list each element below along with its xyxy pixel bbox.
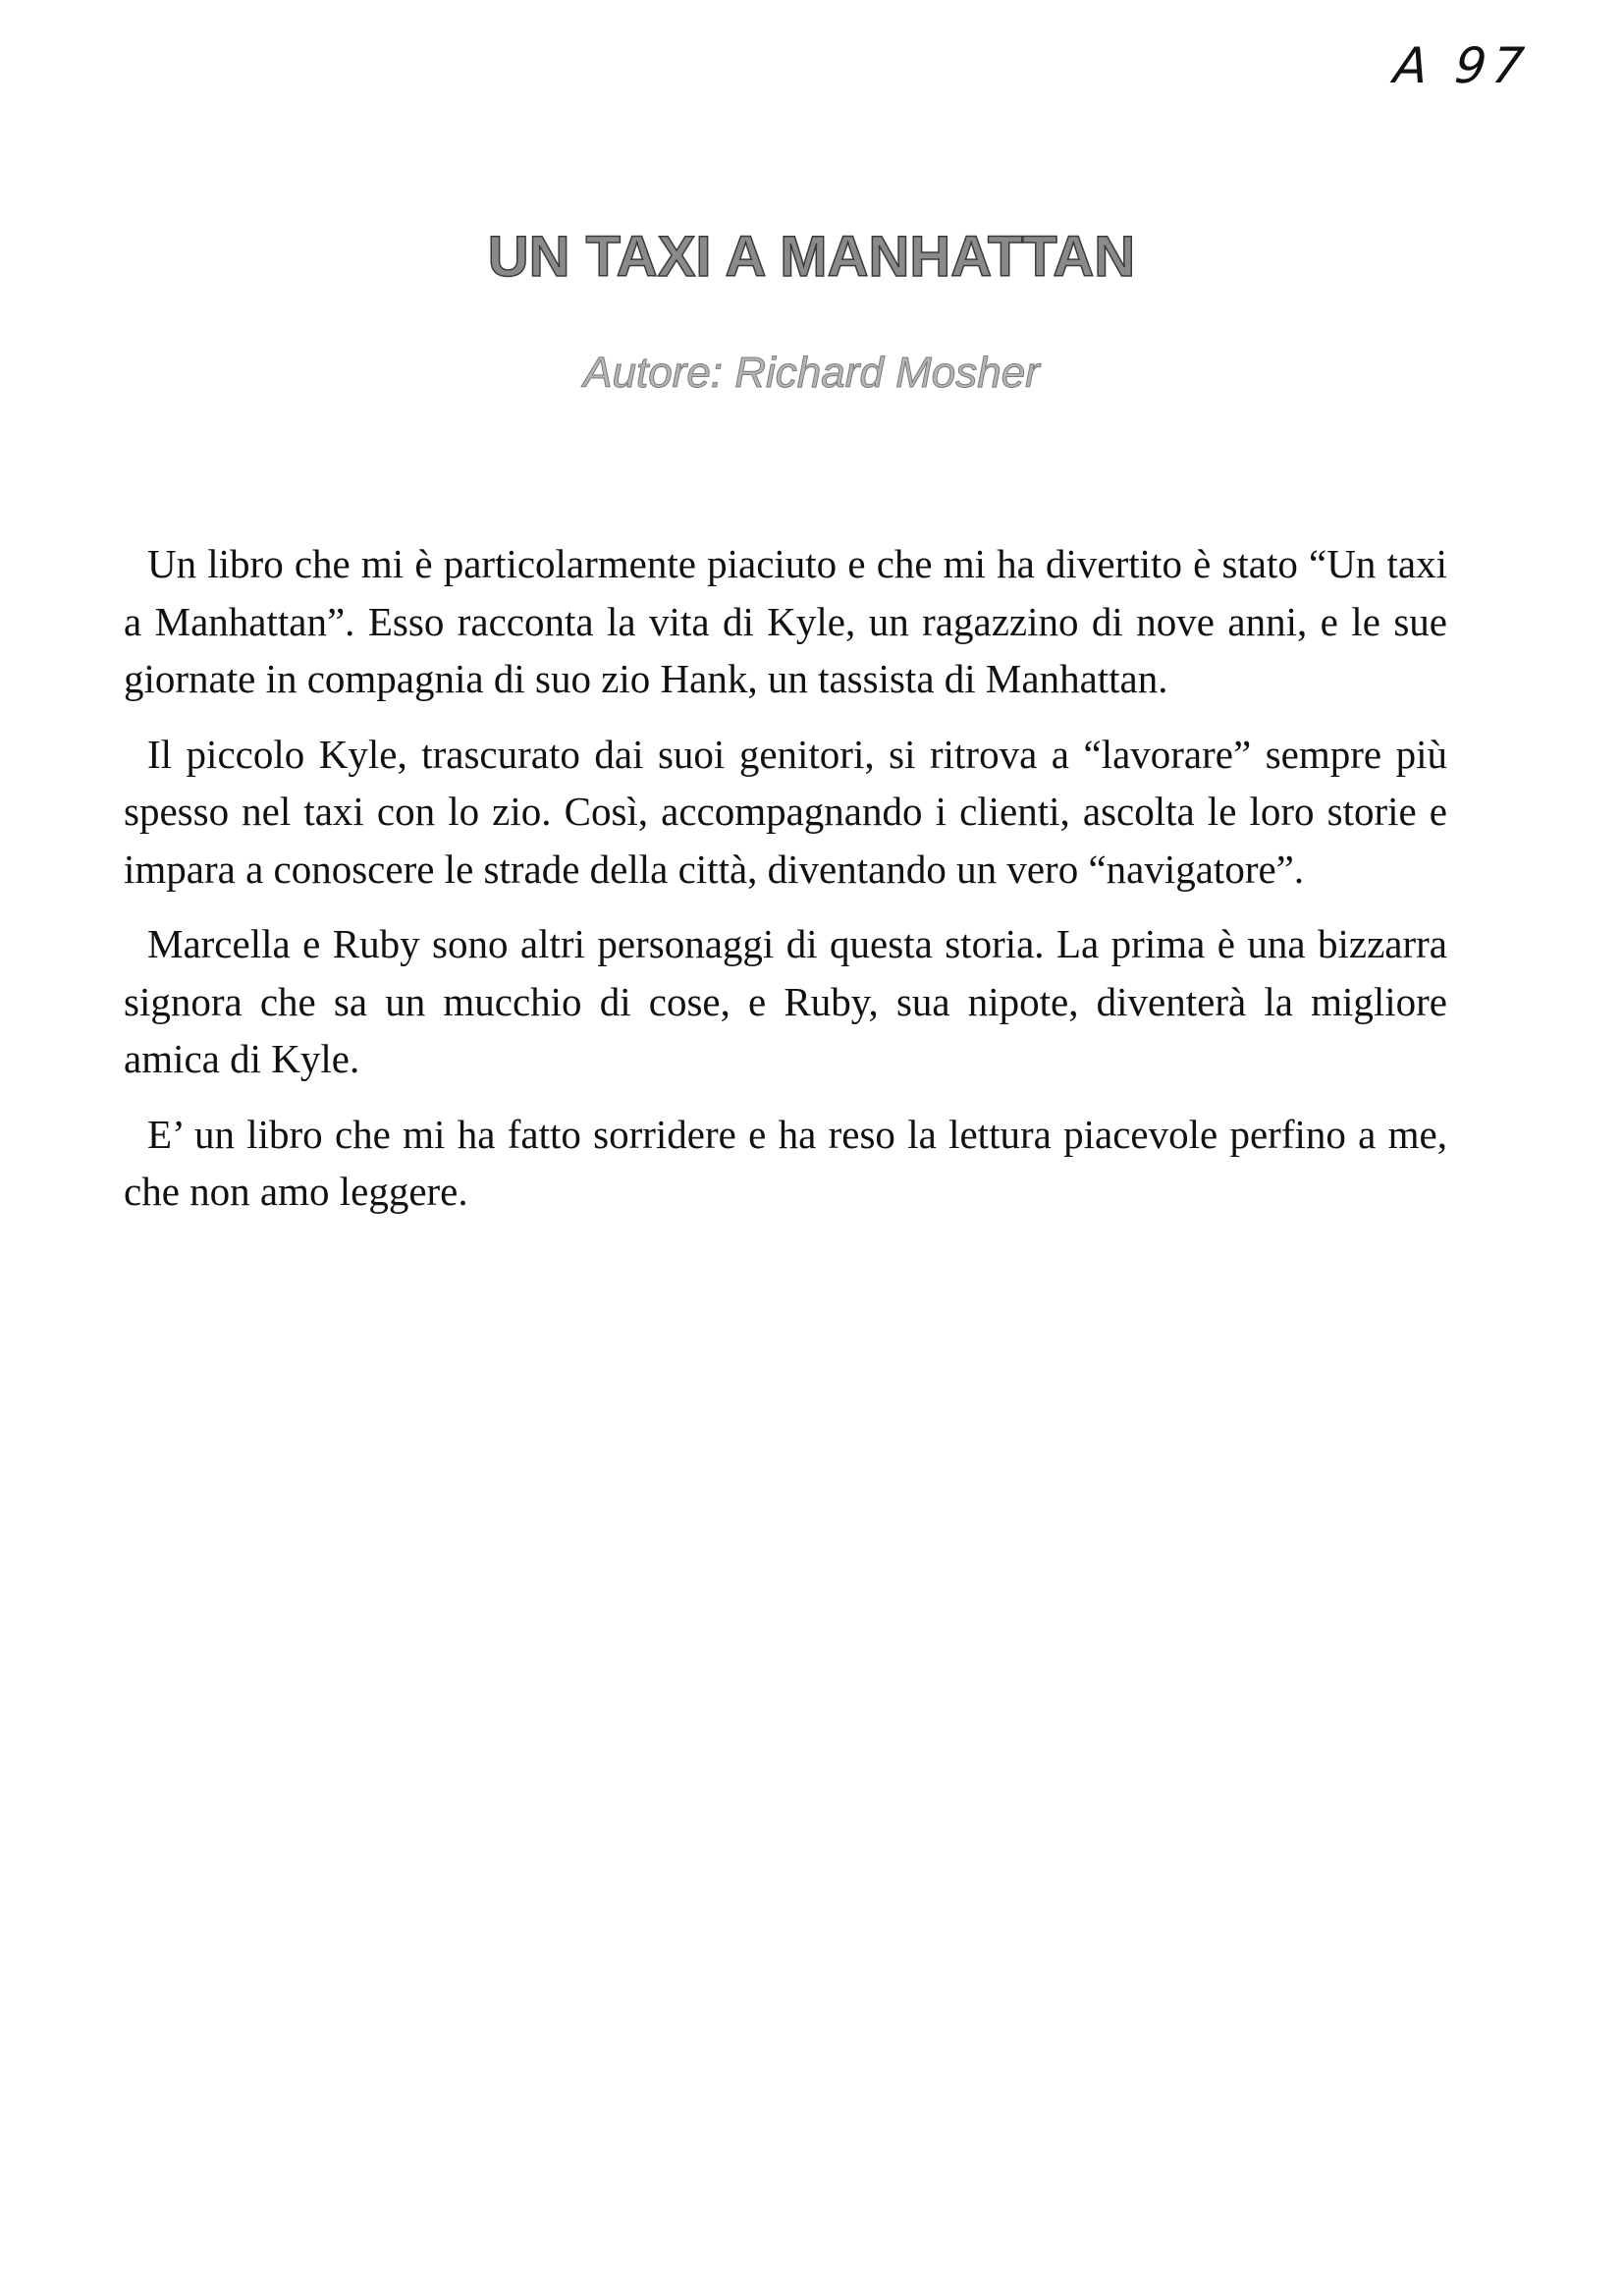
author-line: Autore: Richard Mosher <box>583 349 1040 397</box>
body-text <box>124 535 1447 1238</box>
paragraph-3: Marcella e Ruby sono altri personaggi di questa storia. La prima è una bizzarra signora che sa un mucchio di cose, e Ruby, sua nipote, diventerà la migliore amica di Kyle. <box>124 921 1447 1081</box>
document-title: UN TAXI A MANHATTAN <box>487 225 1136 289</box>
handwritten-page-mark: A 97 <box>1390 37 1533 94</box>
paragraph-1: Un libro che mi è particolarmente piaciuto e che mi ha divertito è stato “Un taxi a Manhattan”. Esso racconta la vita di Kyle, un ragazzino di nove anni, e le sue giornate in compagnia di suo zio Hank, un tassista di Manhattan. <box>124 541 1447 701</box>
paragraph-4: E’ un libro che mi ha fatto sorridere e ha reso la lettura piacevole perfino a me, che non amo leggere. <box>124 1111 1447 1214</box>
paragraph-2: Il piccolo Kyle, trascurato dai suoi genitori, si ritrova a “lavorare” sempre più spesso nel taxi con lo zio. Così, accompagnando i clienti, ascolta le loro storie e impara a conoscere le strade della città, diventando un vero “navigatore”. <box>124 731 1447 892</box>
